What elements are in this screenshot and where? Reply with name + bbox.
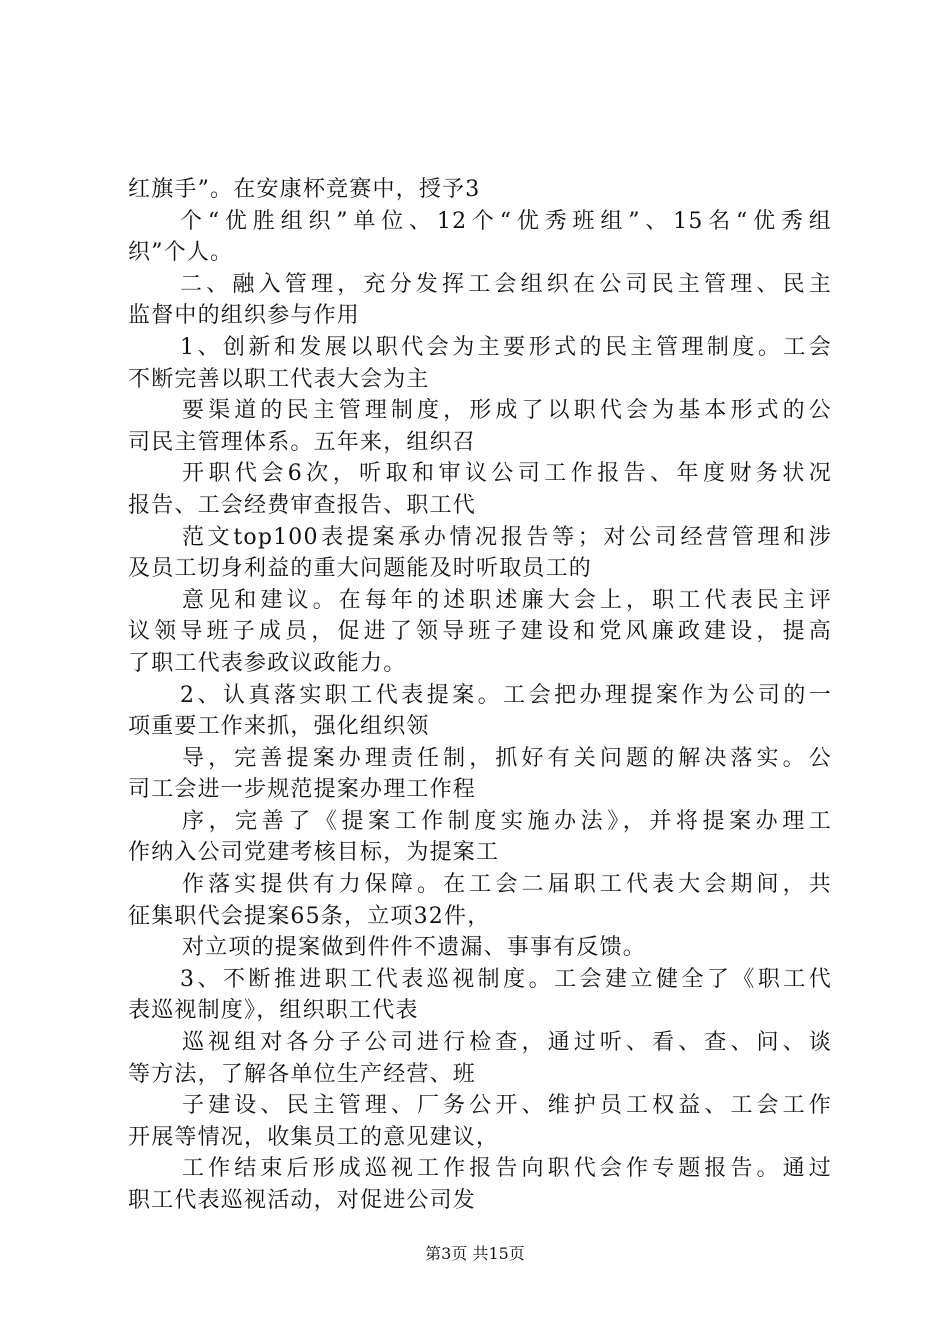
- text-line: 征集职代会提案65条，立项32件，: [128, 903, 491, 929]
- text-line: 导，完善提案办理责任制，抓好有关问题的解决落实。公: [182, 745, 832, 771]
- text-line: 不断完善以职工代表大会为主: [128, 366, 430, 392]
- text-line: 作落实提供有力保障。在工会二届职工代表大会期间，共: [182, 872, 832, 898]
- text-line: 项重要工作来抓，强化组织领: [128, 714, 430, 740]
- text-line: 子建设、民主管理、厂务公开、维护员工权益、工会工作: [182, 1093, 832, 1119]
- text-line: 2、认真落实职工代表提案。工会把办理提案作为公司的一: [180, 682, 832, 708]
- text-line: 1、创新和发展以职代会为主要形式的民主管理制度。工会: [180, 334, 832, 360]
- text-line: 表巡视制度》，组织职工代表: [128, 998, 419, 1024]
- page-number-footer: 第3页 共15页: [425, 1244, 525, 1263]
- text-line: 3、不断推进职工代表巡视制度。工会建立健全了《职工代: [180, 966, 832, 992]
- text-line: 司民主管理体系。五年来，组织召: [128, 429, 477, 455]
- text-line: 工作结束后形成巡视工作报告向职代会作专题报告。通过: [182, 1156, 832, 1182]
- text-line: 对立项的提案做到件件不遗漏、事事有反馈。: [182, 935, 647, 961]
- text-line: 作纳入公司党建考核目标，为提案工: [128, 840, 500, 866]
- text-line: 开展等情况，收集员工的意见建议，: [128, 1124, 500, 1150]
- document-body: [128, 174, 832, 1217]
- text-line: 了职工代表参政议政能力。: [128, 650, 407, 676]
- section-heading-cont: 监督中的组织参与作用: [128, 303, 361, 329]
- text-line: 司工会进一步规范提案办理工作程: [128, 777, 477, 803]
- text-line: 议领导班子成员，促进了领导班子建设和党风廉政建设，提高: [128, 619, 832, 645]
- text-line: 个“优胜组织”单位、12个“优秀班组”、15名“优秀组: [180, 208, 832, 234]
- text-line: 范文top100表提案承办情况报告等；对公司经营管理和涉: [182, 524, 832, 550]
- text-line: 等方法，了解各单位生产经营、班: [128, 1061, 477, 1087]
- text-line: 巡视组对各分子公司进行检查，通过听、看、查、问、谈: [182, 1030, 832, 1056]
- text-line: 红旗手”。在安康杯竞赛中，授予3: [128, 177, 481, 202]
- text-line: 织”个人。: [128, 240, 234, 266]
- section-heading: 二、融入管理，充分发挥工会组织在公司民主管理、民主: [180, 271, 832, 297]
- text-line: 序，完善了《提案工作制度实施办法》，并将提案办理工: [182, 808, 832, 834]
- text-line: 要渠道的民主管理制度，形成了以职代会为基本形式的公: [182, 398, 832, 424]
- text-line: 职工代表巡视活动，对促进公司发: [128, 1188, 477, 1213]
- text-line: 报告、工会经费审查报告、职工代: [128, 492, 477, 518]
- text-line: 意见和建议。在每年的述职述廉大会上，职工代表民主评: [182, 587, 832, 613]
- text-line: 及员工切身利益的重大问题能及时听取员工的: [128, 556, 593, 582]
- text-line: 开职代会6次，听取和审议公司工作报告、年度财务状况: [182, 461, 832, 487]
